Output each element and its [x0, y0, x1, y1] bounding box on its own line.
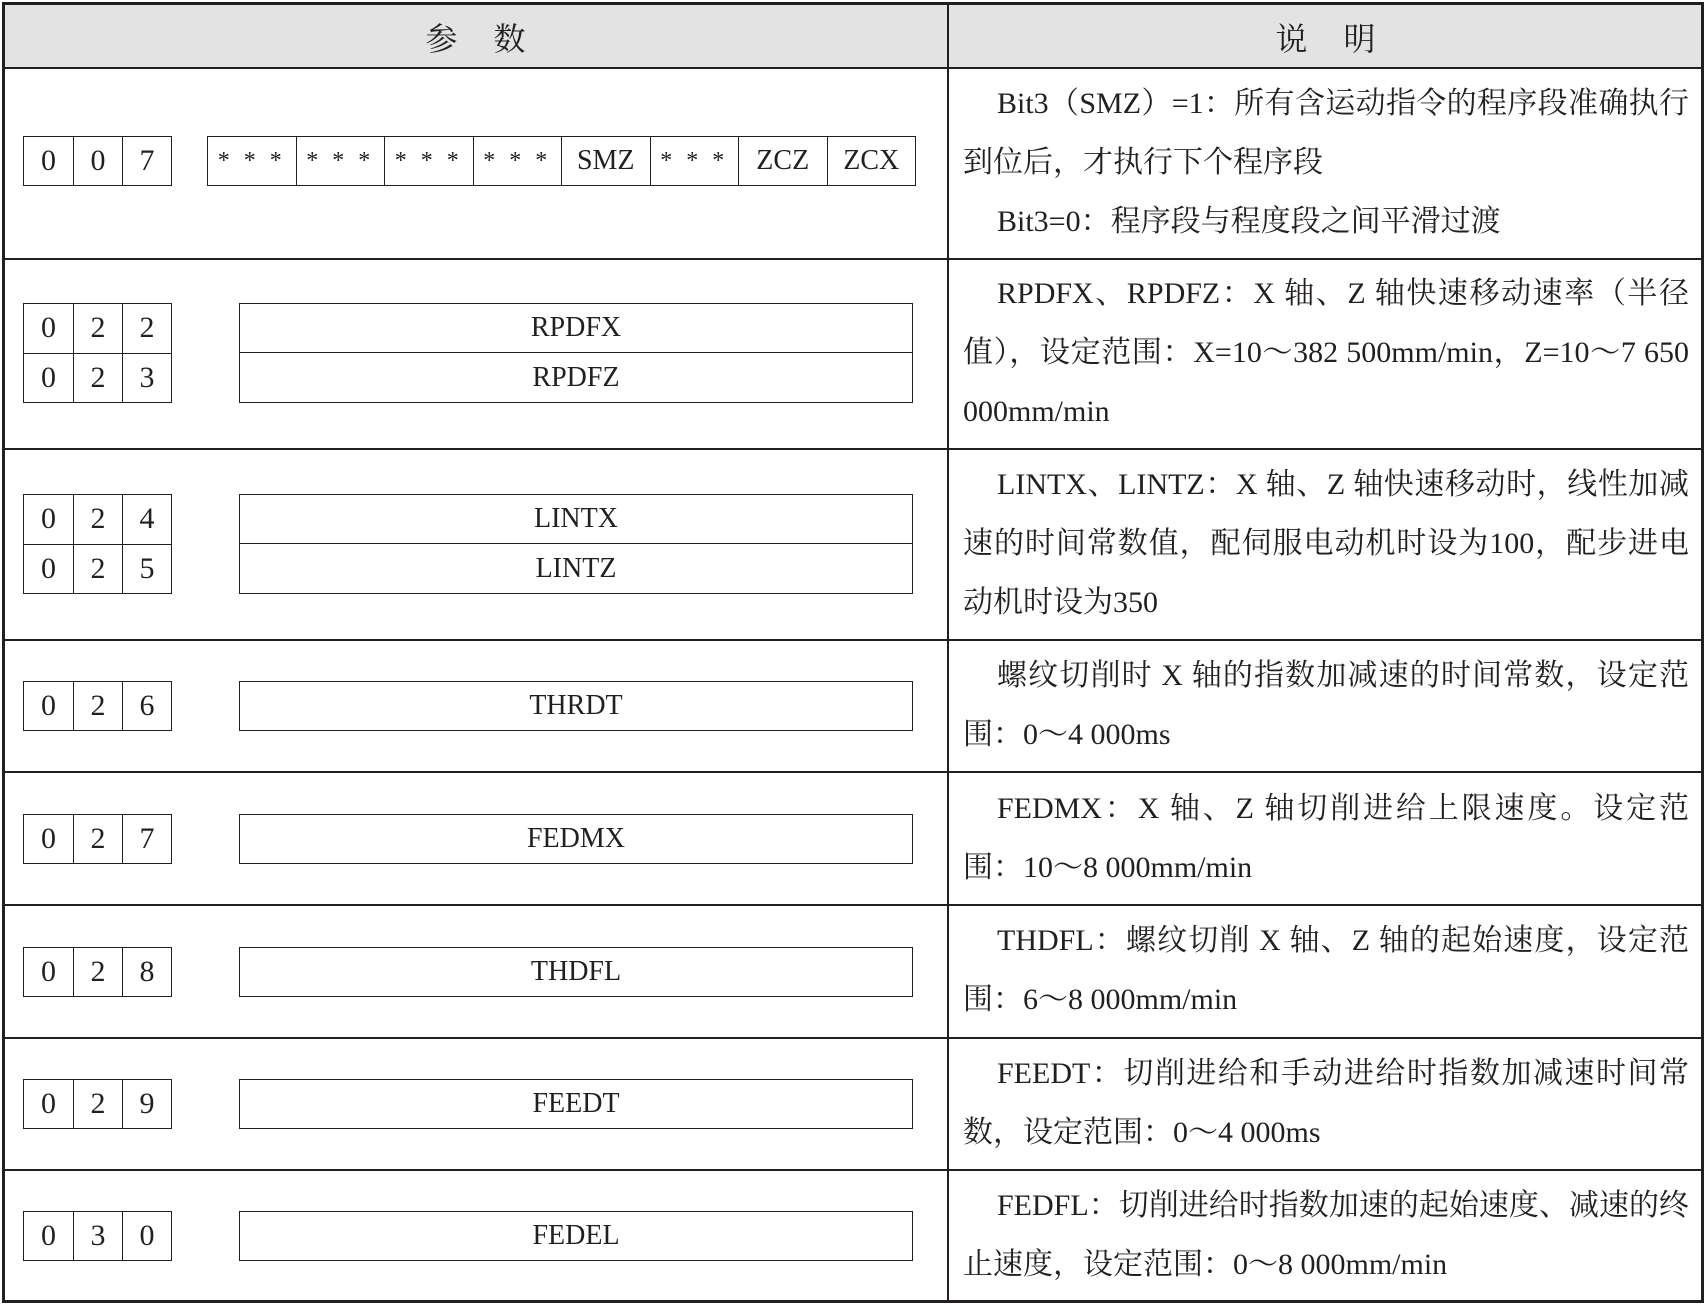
param-digit: 4 — [122, 495, 171, 544]
row-divider — [3, 1169, 1703, 1171]
description-line: LINTX、LINTZ：X 轴、Z 轴快速移动时，线性加减速的时间常数值，配伺服电动机时设为100，配步进电动机时设为350 — [963, 468, 1689, 619]
param-name: FEDMX — [526, 823, 625, 854]
row-divider — [3, 448, 1703, 450]
row-description — [963, 1044, 1689, 1162]
param-digit: 2 — [73, 815, 122, 863]
header-divider — [3, 67, 1703, 69]
header-desc: 说明 — [1275, 21, 1412, 57]
row-divider — [3, 771, 1703, 773]
bit-cell: * * * — [650, 137, 739, 185]
param-name-box — [239, 1211, 913, 1261]
table-border-top — [3, 2, 1703, 5]
param-digit: 7 — [122, 815, 171, 863]
bit-cell: ZCX — [827, 137, 916, 185]
param-name: FEEDT — [532, 1088, 620, 1119]
bit-layout-box — [207, 136, 916, 186]
param-name-box — [239, 681, 913, 731]
bit-cell: SMZ — [561, 137, 650, 185]
param-number-box — [23, 947, 172, 997]
param-digit: 2 — [73, 682, 122, 730]
param-digit: 0 — [41, 1087, 56, 1120]
param-name: LINTZ — [240, 543, 912, 593]
param-name: RPDFX — [530, 312, 622, 343]
param-digit: 0 — [41, 551, 56, 585]
bit-cell: * * * — [384, 137, 473, 185]
row-description — [963, 455, 1689, 632]
description-line: Bit3（SMZ）=1：所有含运动指令的程序段准确执行到位后，才执行下个程序段 — [963, 87, 1689, 179]
bit-cell: * * * — [473, 137, 562, 185]
param-name-box — [239, 1079, 913, 1129]
param-name: RPDFZ — [240, 352, 912, 402]
bit-cell: ZCZ — [738, 137, 827, 185]
param-name: FEDEL — [532, 1220, 620, 1251]
param-digit: 2 — [73, 304, 122, 353]
description-line: RPDFX、RPDFZ：X 轴、Z 轴快速移动速率（半径值），设定范围：X=10～382 500mm/min，Z=10～7 650 000mm/min — [963, 277, 1689, 428]
description-line: FEDFL：切削进给时指数加速的起始速度、减速的终止速度，设定范围：0～8 000mm/min — [963, 1189, 1689, 1281]
param-name-box — [239, 814, 913, 864]
param-digit: 2 — [73, 495, 122, 544]
row-description — [963, 779, 1689, 897]
row-description — [963, 264, 1689, 441]
description-line: Bit3=0：程序段与程度段之间平滑过渡 — [997, 205, 1501, 238]
param-digit: 3 — [122, 354, 171, 403]
param-name: THRDT — [529, 690, 623, 721]
param-digit: 0 — [41, 955, 56, 988]
param-name: THDFL — [530, 956, 622, 987]
param-digit: 0 — [73, 137, 122, 185]
description-line: THDFL：螺纹切削 X 轴、Z 轴的起始速度，设定范围：6～8 000mm/min — [963, 924, 1689, 1016]
param-digit: 2 — [73, 948, 122, 996]
header-param: 参数 — [425, 21, 562, 57]
param-digit: 9 — [122, 1080, 171, 1128]
table-border-left — [2, 2, 5, 1303]
bit-cell: * * * — [296, 137, 385, 185]
table-border-bottom — [3, 1300, 1703, 1303]
param-digit: 0 — [41, 311, 56, 345]
description-line: 螺纹切削时 X 轴的指数加减速的时间常数，设定范围：0～4 000ms — [963, 659, 1689, 751]
row-divider — [3, 258, 1703, 260]
param-digit: 0 — [122, 1212, 171, 1260]
table-border-right — [1701, 2, 1704, 1303]
column-divider — [947, 2, 949, 1303]
param-digit: 8 — [122, 948, 171, 996]
param-digit: 0 — [41, 822, 56, 855]
row-description — [963, 1176, 1689, 1294]
row-divider — [3, 639, 1703, 641]
param-digit: 3 — [73, 1212, 122, 1260]
param-number-box — [23, 494, 172, 594]
param-digit: 7 — [122, 137, 171, 185]
param-digit: 2 — [122, 304, 171, 353]
param-number-box — [23, 1079, 172, 1129]
param-name-box — [239, 303, 913, 403]
description-line: FEEDT：切削进给和手动进给时指数加减速时间常数，设定范围：0～4 000ms — [963, 1057, 1689, 1149]
param-digit: 2 — [73, 1080, 122, 1128]
param-digit: 0 — [41, 360, 56, 394]
param-digit: 0 — [41, 1219, 56, 1252]
param-number-box — [23, 681, 172, 731]
param-digit: 6 — [122, 682, 171, 730]
param-number-box — [23, 303, 172, 403]
param-name: LINTX — [534, 503, 618, 534]
description-line: FEDMX：X 轴、Z 轴切削进给上限速度。设定范围：10～8 000mm/min — [963, 792, 1689, 884]
param-name-box — [239, 494, 913, 594]
param-digit: 0 — [41, 689, 56, 722]
param-digit: 0 — [41, 144, 56, 177]
row-description — [963, 74, 1689, 251]
row-divider — [3, 904, 1703, 906]
param-digit: 0 — [41, 502, 56, 536]
param-number-box — [23, 814, 172, 864]
param-name-box — [239, 947, 913, 997]
param-digit: 2 — [73, 354, 122, 403]
bit-cell: * * * — [217, 147, 286, 174]
row-description — [963, 646, 1689, 764]
row-description — [963, 911, 1689, 1029]
param-digit: 5 — [122, 545, 171, 594]
param-digit: 2 — [73, 545, 122, 594]
row-divider — [3, 1037, 1703, 1039]
param-number-box — [23, 136, 172, 186]
param-number-box — [23, 1211, 172, 1261]
